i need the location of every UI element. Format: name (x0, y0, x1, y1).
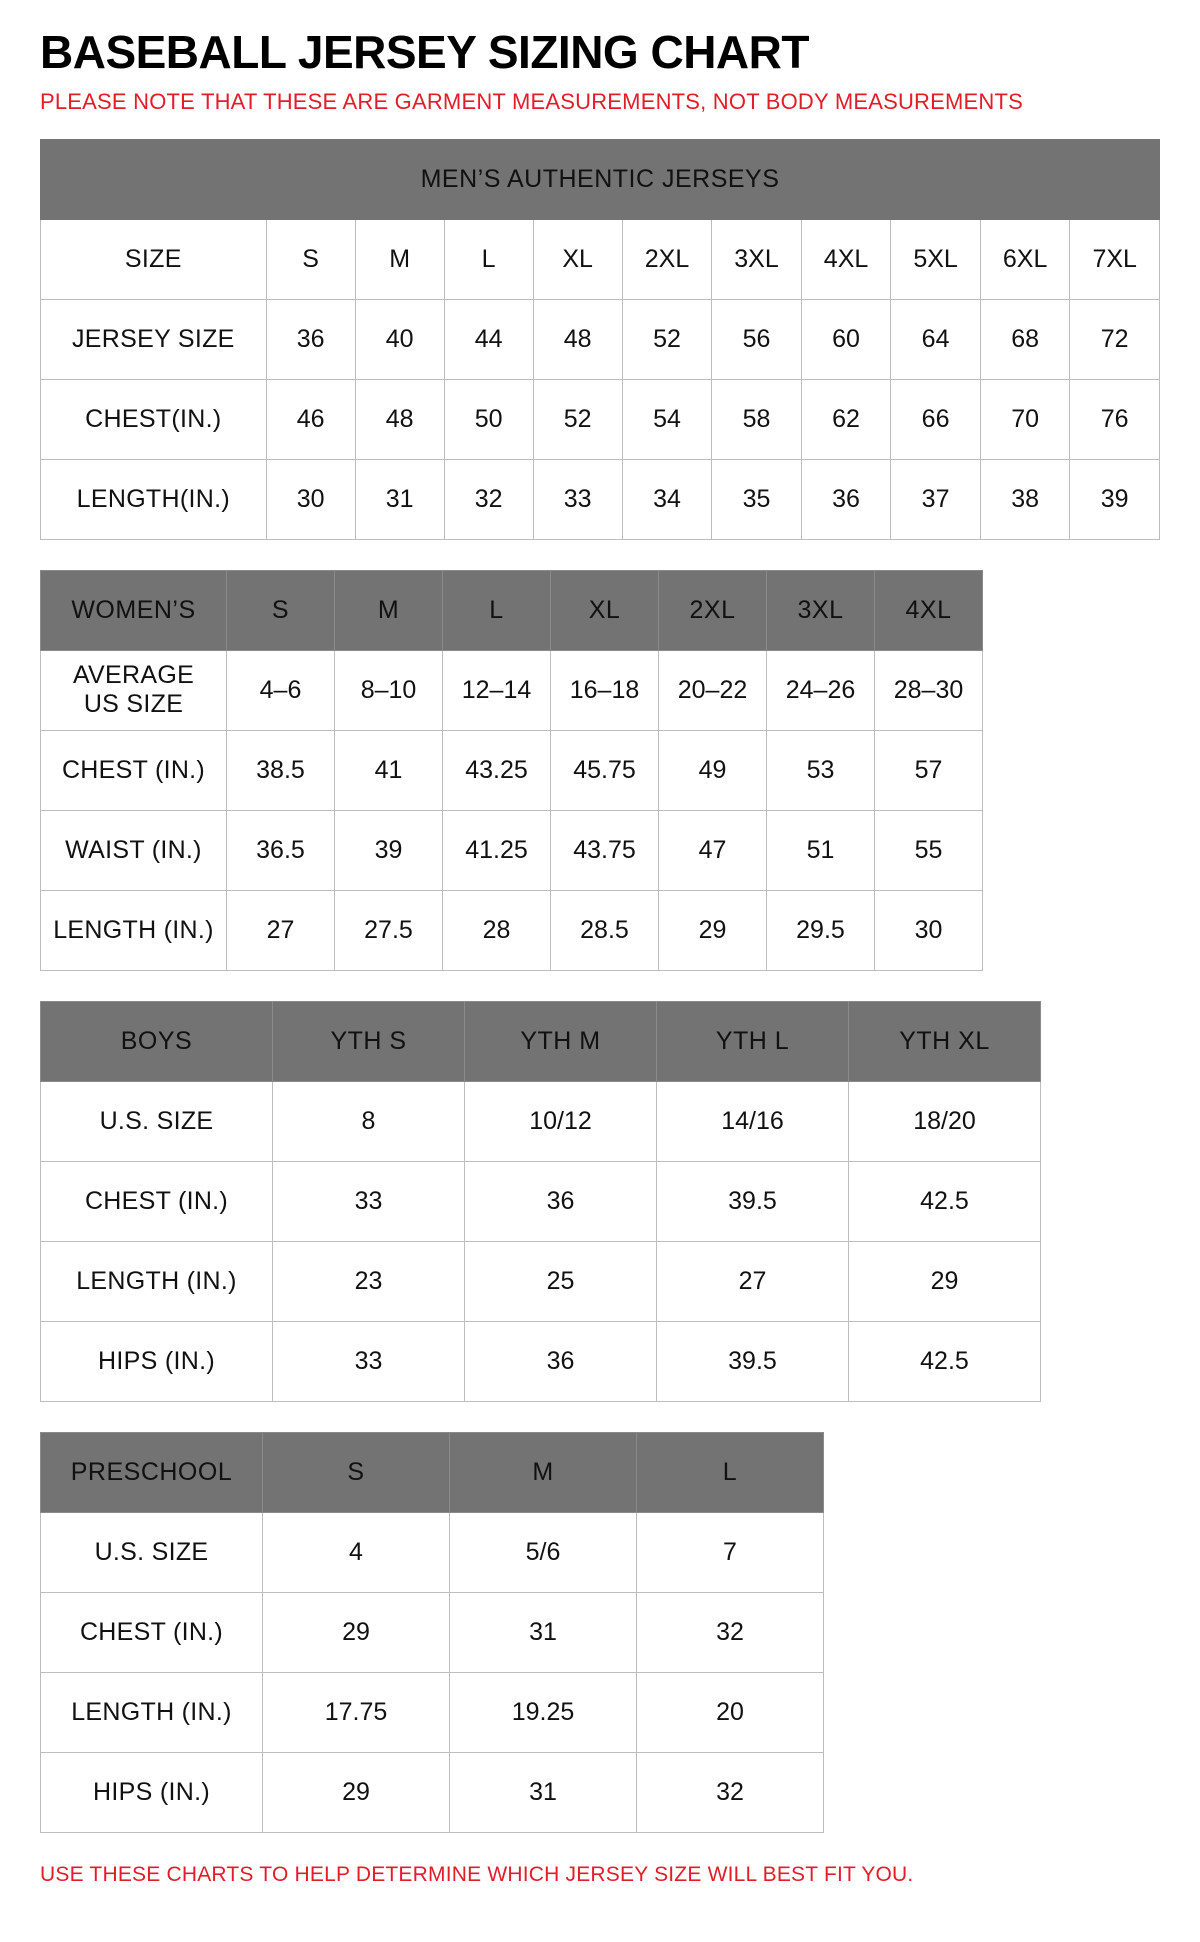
table-row (41, 459, 1160, 539)
mens-row-1-val-9: 76 (1070, 379, 1160, 459)
womens-row-2-val-6: 55 (875, 810, 983, 890)
womens-row-0-val-0: 4–6 (227, 650, 335, 730)
mens-row-2-val-7: 37 (891, 459, 981, 539)
mens-row-0-val-9: 72 (1070, 299, 1160, 379)
boys-row-0-val-1: 10/12 (465, 1081, 657, 1161)
boys-row-0-val-0: 8 (273, 1081, 465, 1161)
mens-row-0-label: JERSEY SIZE (41, 299, 267, 379)
womens-row-0-val-3: 16–18 (551, 650, 659, 730)
womens-size-2: L (443, 570, 551, 650)
boys-sizing-table (40, 1001, 1041, 1402)
preschool-row-0-label: U.S. SIZE (41, 1512, 263, 1592)
womens-size-1: M (335, 570, 443, 650)
table-row (41, 730, 983, 810)
table-row (41, 1241, 1041, 1321)
boys-row-1-val-1: 36 (465, 1161, 657, 1241)
womens-size-3: XL (551, 570, 659, 650)
mens-row-1-val-0: 46 (266, 379, 355, 459)
boys-size-1: YTH M (465, 1001, 657, 1081)
womens-row-2-val-2: 41.25 (443, 810, 551, 890)
womens-size-5: 3XL (767, 570, 875, 650)
mens-row-1-val-7: 66 (891, 379, 981, 459)
boys-row-3-label: HIPS (IN.) (41, 1321, 273, 1401)
womens-row-0-val-1: 8–10 (335, 650, 443, 730)
table-row (41, 1321, 1041, 1401)
womens-row-1-val-3: 45.75 (551, 730, 659, 810)
boys-row-0-label: U.S. SIZE (41, 1081, 273, 1161)
preschool-row-3-val-2: 32 (637, 1752, 824, 1832)
boys-row-2-label: LENGTH (IN.) (41, 1241, 273, 1321)
boys-size-0: YTH S (273, 1001, 465, 1081)
preschool-size-0: S (263, 1432, 450, 1512)
mens-row-0-val-7: 64 (891, 299, 981, 379)
boys-row-1-label: CHEST (IN.) (41, 1161, 273, 1241)
womens-header-label: WOMEN’S (41, 570, 227, 650)
womens-row-3-val-0: 27 (227, 890, 335, 970)
boys-row-1-val-2: 39.5 (657, 1161, 849, 1241)
mens-row-2-val-2: 32 (444, 459, 533, 539)
preschool-size-2: L (637, 1432, 824, 1512)
boys-row-2-val-3: 29 (849, 1241, 1041, 1321)
table-row (41, 1432, 824, 1512)
table-row (41, 299, 1160, 379)
table-row (41, 1512, 824, 1592)
womens-row-2-val-5: 51 (767, 810, 875, 890)
mens-size-0: S (266, 219, 355, 299)
mens-row-2-val-5: 35 (712, 459, 802, 539)
mens-band-title: MEN’S AUTHENTIC JERSEYS (41, 139, 1160, 219)
mens-row-2-label: LENGTH(IN.) (41, 459, 267, 539)
preschool-row-2-val-1: 19.25 (450, 1672, 637, 1752)
mens-row-1-label: CHEST(IN.) (41, 379, 267, 459)
womens-row-1-val-2: 43.25 (443, 730, 551, 810)
mens-row-2-val-4: 34 (622, 459, 712, 539)
mens-size-9: 7XL (1070, 219, 1160, 299)
mens-row-1-val-3: 52 (533, 379, 622, 459)
boys-row-2-val-2: 27 (657, 1241, 849, 1321)
mens-size-5: 3XL (712, 219, 802, 299)
table-row (41, 1161, 1041, 1241)
boys-row-1-val-3: 42.5 (849, 1161, 1041, 1241)
table-row (41, 219, 1160, 299)
preschool-size-1: M (450, 1432, 637, 1512)
table-row (41, 890, 983, 970)
table-row (41, 1592, 824, 1672)
boys-row-2-val-0: 23 (273, 1241, 465, 1321)
mens-sizing-table (40, 139, 1160, 540)
preschool-row-2-label: LENGTH (IN.) (41, 1672, 263, 1752)
preschool-row-1-val-0: 29 (263, 1592, 450, 1672)
page-subtitle: PLEASE NOTE THAT THESE ARE GARMENT MEASUREMENTS, NOT BODY MEASUREMENTS (40, 89, 1024, 115)
womens-row-0-label (41, 650, 227, 730)
womens-row-1-label: CHEST (IN.) (41, 730, 227, 810)
womens-row-3-val-5: 29.5 (767, 890, 875, 970)
boys-row-1-val-0: 33 (273, 1161, 465, 1241)
table-row (41, 570, 983, 650)
table-row (41, 650, 983, 730)
table-row (41, 1752, 824, 1832)
mens-row-2-val-0: 30 (266, 459, 355, 539)
womens-row-0-val-4: 20–22 (659, 650, 767, 730)
table-row (41, 379, 1160, 459)
mens-row-0-val-1: 40 (355, 299, 444, 379)
mens-row-1-val-5: 58 (712, 379, 802, 459)
womens-row-0-val-5: 24–26 (767, 650, 875, 730)
womens-row-3-label: LENGTH (IN.) (41, 890, 227, 970)
womens-row-2-val-3: 43.75 (551, 810, 659, 890)
preschool-row-2-val-2: 20 (637, 1672, 824, 1752)
womens-row-2-val-1: 39 (335, 810, 443, 890)
womens-sizing-table (40, 570, 983, 971)
mens-row-0-val-0: 36 (266, 299, 355, 379)
preschool-row-1-val-2: 32 (637, 1592, 824, 1672)
preschool-row-2-val-0: 17.75 (263, 1672, 450, 1752)
mens-size-1: M (355, 219, 444, 299)
womens-row-3-val-3: 28.5 (551, 890, 659, 970)
womens-size-4: 2XL (659, 570, 767, 650)
boys-row-0-val-2: 14/16 (657, 1081, 849, 1161)
mens-row-0-val-6: 60 (801, 299, 891, 379)
womens-row-1-val-6: 57 (875, 730, 983, 810)
womens-size-0: S (227, 570, 335, 650)
boys-row-3-val-1: 36 (465, 1321, 657, 1401)
preschool-row-3-val-0: 29 (263, 1752, 450, 1832)
mens-row-2-val-6: 36 (801, 459, 891, 539)
womens-row-3-val-4: 29 (659, 890, 767, 970)
mens-row-0-val-3: 48 (533, 299, 622, 379)
preschool-header-label: PRESCHOOL (41, 1432, 263, 1512)
womens-row-1-val-0: 38.5 (227, 730, 335, 810)
mens-size-6: 4XL (801, 219, 891, 299)
preschool-row-0-val-0: 4 (263, 1512, 450, 1592)
womens-row-1-val-1: 41 (335, 730, 443, 810)
womens-row-0-val-6: 28–30 (875, 650, 983, 730)
boys-row-3-val-2: 39.5 (657, 1321, 849, 1401)
mens-row-1-val-4: 54 (622, 379, 712, 459)
footer-note: USE THESE CHARTS TO HELP DETERMINE WHICH JERSEY SIZE WILL BEST FIT YOU. (40, 1862, 914, 1886)
boys-row-2-val-1: 25 (465, 1241, 657, 1321)
table-row (41, 1001, 1041, 1081)
mens-row-0-val-8: 68 (980, 299, 1070, 379)
table-row (41, 1672, 824, 1752)
preschool-row-3-label: HIPS (IN.) (41, 1752, 263, 1832)
mens-size-4: 2XL (622, 219, 712, 299)
preschool-row-0-val-2: 7 (637, 1512, 824, 1592)
boys-row-3-val-0: 33 (273, 1321, 465, 1401)
mens-size-8: 6XL (980, 219, 1070, 299)
womens-row-2-val-0: 36.5 (227, 810, 335, 890)
mens-row-1-val-2: 50 (444, 379, 533, 459)
womens-row-1-val-4: 49 (659, 730, 767, 810)
mens-row-0-val-5: 56 (712, 299, 802, 379)
mens-row-1-val-8: 70 (980, 379, 1070, 459)
womens-row-0-val-2: 12–14 (443, 650, 551, 730)
womens-row-0-label-line2: US SIZE (83, 690, 184, 719)
boys-size-3: YTH XL (849, 1001, 1041, 1081)
mens-row-2-val-1: 31 (355, 459, 444, 539)
womens-row-3-val-2: 28 (443, 890, 551, 970)
mens-row-2-val-3: 33 (533, 459, 622, 539)
mens-row-1-val-1: 48 (355, 379, 444, 459)
mens-row-0-val-2: 44 (444, 299, 533, 379)
boys-size-2: YTH L (657, 1001, 849, 1081)
womens-row-0-label-line1: AVERAGE (72, 660, 195, 689)
mens-size-2: L (444, 219, 533, 299)
mens-row-0-val-4: 52 (622, 299, 712, 379)
preschool-row-1-label: CHEST (IN.) (41, 1592, 263, 1672)
boys-header-label: BOYS (41, 1001, 273, 1081)
table-row (41, 139, 1160, 219)
womens-row-1-val-5: 53 (767, 730, 875, 810)
table-row (41, 1081, 1041, 1161)
mens-row-2-val-9: 39 (1070, 459, 1160, 539)
womens-size-6: 4XL (875, 570, 983, 650)
mens-row-2-val-8: 38 (980, 459, 1070, 539)
womens-row-2-val-4: 47 (659, 810, 767, 890)
preschool-sizing-table (40, 1432, 824, 1833)
table-row (41, 810, 983, 890)
womens-row-3-val-1: 27.5 (335, 890, 443, 970)
mens-size-3: XL (533, 219, 622, 299)
mens-size-label: SIZE (41, 219, 267, 299)
boys-row-0-val-3: 18/20 (849, 1081, 1041, 1161)
womens-row-2-label: WAIST (IN.) (41, 810, 227, 890)
preschool-row-3-val-1: 31 (450, 1752, 637, 1832)
boys-row-3-val-3: 42.5 (849, 1321, 1041, 1401)
womens-row-3-val-6: 30 (875, 890, 983, 970)
mens-row-1-val-6: 62 (801, 379, 891, 459)
page-title: BASEBALL JERSEY SIZING CHART (40, 26, 809, 78)
mens-size-7: 5XL (891, 219, 981, 299)
preschool-row-0-val-1: 5/6 (450, 1512, 637, 1592)
preschool-row-1-val-1: 31 (450, 1592, 637, 1672)
